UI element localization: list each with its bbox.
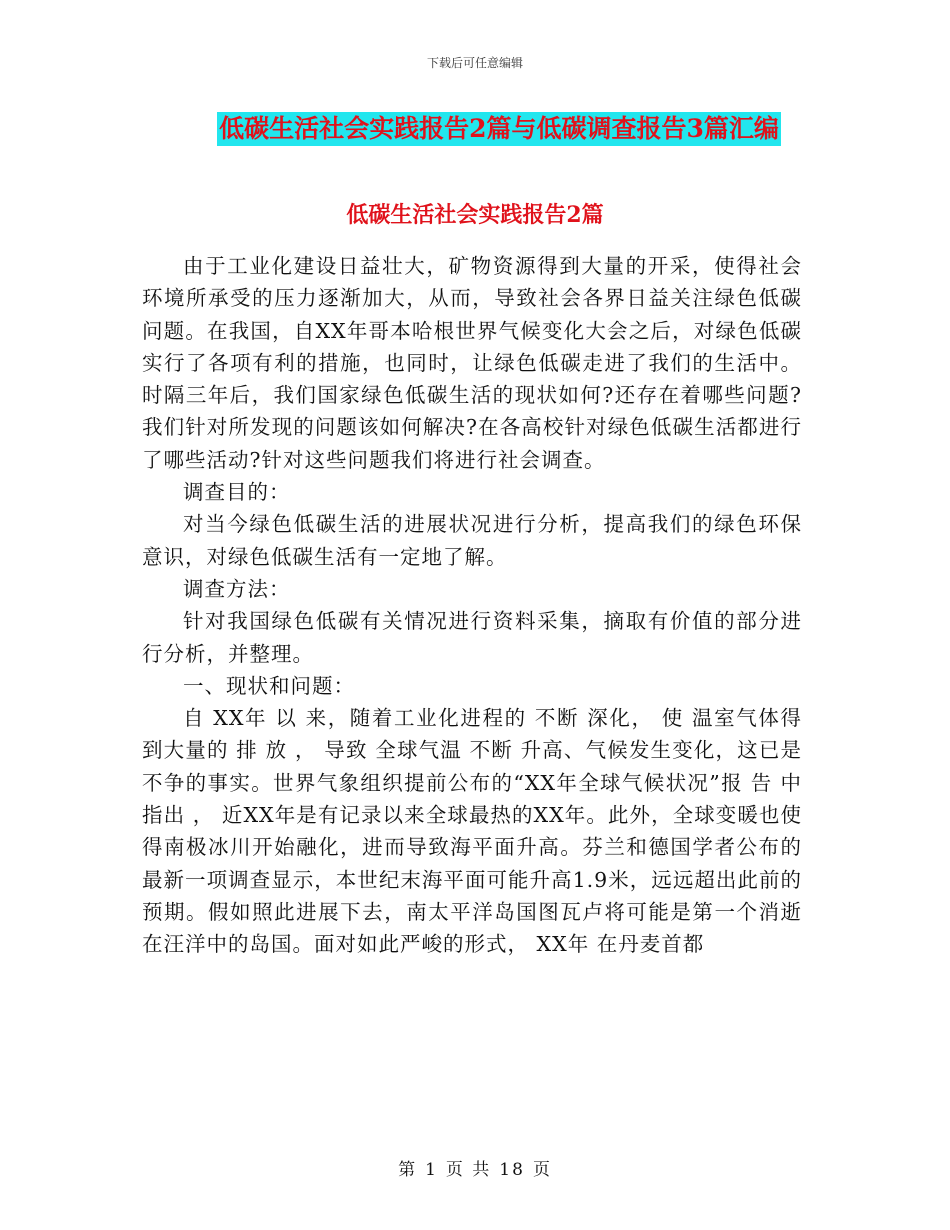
paragraph-status: 自 XX年 以 来，随着工业化进程的 不断 深化， 使 温室气体得到大量的 排 放 ， 导致 全球气温 不断 升高、气候发生变化，这已是不争的事实。世界气象组织提前公布的“XX年全球气候状况”报 告 中 指出 ， 近XX年是有记录以来全球最热的XX年。此外，全球变暖也使得南极冰川开始融化，进而导致海平面升高。芬兰和德国学者公布的最新一项调查显示，本世纪末海平面可能升高1.9米，远远超出此前的预期。假如照此进展下去，南太平洋岛国图瓦卢将可能是第一个消逝在汪洋中的岛国。面对如此严峻的形式， XX年 在丹麦首都 (142, 706, 802, 957)
document-body (142, 250, 802, 961)
footer-total-pages: 18 (499, 1160, 525, 1180)
page-footer (0, 1155, 950, 1180)
footer-suffix: 页 (532, 1160, 552, 1180)
paragraph-method: 针对我国绿色低碳有关情况进行资料采集，摘取有价值的部分进行分析，并整理。 (142, 609, 802, 666)
main-title-container (0, 112, 950, 146)
paragraph-intro: 由于工业化建设日益壮大，矿物资源得到大量的开采，使得社会环境所承受的压力逐渐加大，从而，导致社会各界日益关注绿色低碳问题。在我国，自XX年哥本哈根世界气候变化大会之后，对绿色低碳实行了各项有利的措施，也同时，让绿色低碳走进了我们的生活中。时隔三年后，我们国家绿色低碳生活的现状如何?还存在着哪些问题?我们针对所发现的问题该如何解决?在各高校针对绿色低碳生活都进行了哪些活动?针对这些问题我们将进行社会调查。 (142, 254, 802, 472)
heading-status: 一、现状和问题： (183, 673, 355, 698)
footer-middle: 页 共 (445, 1160, 492, 1180)
footer-page-number: 1 (425, 1160, 438, 1180)
footer-prefix: 第 (398, 1160, 418, 1180)
page-header-note: 下载后可任意编辑 (426, 56, 523, 70)
heading-purpose: 调查目的： (183, 480, 291, 505)
heading-method: 调查方法： (183, 576, 291, 601)
paragraph-purpose: 对当今绿色低碳生活的进展状况进行分析，提高我们的绿色环保意识，对绿色低碳生活有一定地了解。 (142, 512, 802, 569)
main-title: 低碳生活社会实践报告2篇与低碳调查报告3篇汇编 (217, 112, 781, 146)
section-title: 低碳生活社会实践报告2篇 (346, 202, 604, 228)
